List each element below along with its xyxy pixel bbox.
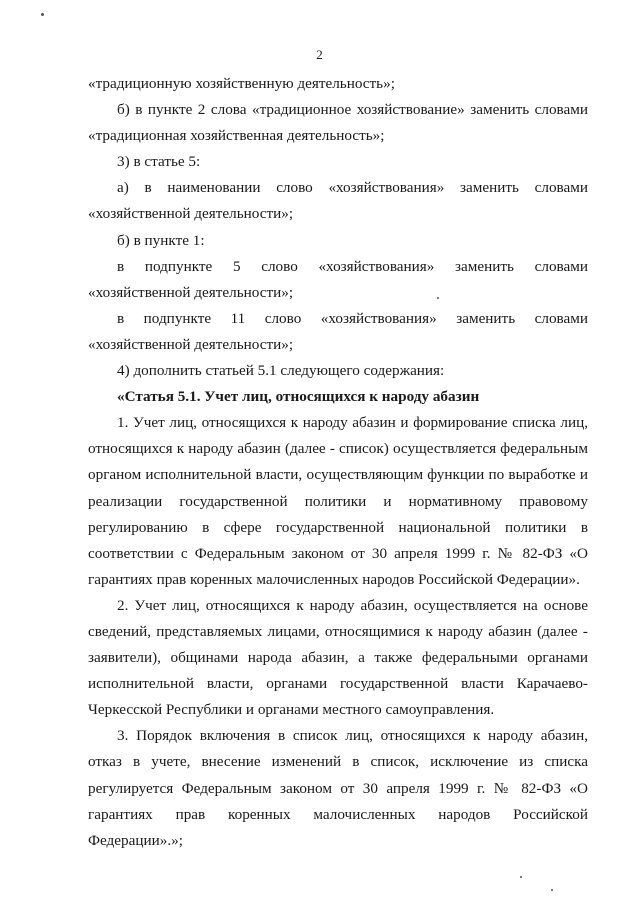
paragraph-item-b-point-1: б) в пункте 1:	[117, 231, 205, 249]
scan-speck	[520, 876, 522, 878]
page-number: 2	[316, 47, 323, 62]
scan-speck	[551, 889, 553, 891]
paragraph-item-a-title: а) в наименовании слово «хозяйствования» заменить словами «хозяйственной деятельности»;	[88, 179, 588, 223]
paragraph-subpoint-11: в подпункте 11 слово «хозяйствования» заменить словами «хозяйственной деятельности»;	[88, 309, 588, 353]
paragraph-continuation: «традиционную хозяйственную деятельность»;	[88, 75, 395, 92]
article-clause-1: 1. Учет лиц, относящихся к народу абазин и формирование списка лиц, относящихся к народу абазин (далее - список) осуществляется федеральным органом исполнительной власти, осуществляющим функции по выработке и реализации государственной политики и нормативному правовому регулированию в сфере государственной национальной политики в соответствии с Федеральным законом от 30 апреля 1999 г. № 82-ФЗ «О гарантиях прав коренных малочисленных народов Российской Федерации».	[88, 414, 588, 588]
document-body	[88, 71, 588, 854]
article-clause-3: 3. Порядок включения в список лиц, относящихся к народу абазин, отказ в учете, внесение изменений в список, исключение из списка регулируется Федеральным законом от 30 апреля 1999 г. № 82-ФЗ «О гарантиях прав коренных малочисленных народов Российской Федерации».»;	[88, 727, 588, 849]
paragraph-item-4-add-article: 4) дополнить статьей 5.1 следующего содержания:	[117, 362, 445, 380]
article-heading: «Статья 5.1. Учет лиц, относящихся к народу абазин	[117, 388, 480, 406]
paragraph-item-3-article-5: 3) в статье 5:	[117, 153, 201, 171]
paragraph-subpoint-5: в подпункте 5 слово «хозяйствования» заменить словами «хозяйственной деятельности»;	[88, 257, 588, 301]
scan-speck	[41, 13, 44, 16]
article-clause-2: 2. Учет лиц, относящихся к народу абазин, осуществляется на основе сведений, представляемых лицами, относящимися к народу абазин (далее - заявители), общинами народа абазин, а также федеральными органами исполнительной власти, органами государственной власти Карачаево-Черкесской Республики и органами местного самоуправления.	[88, 596, 588, 719]
paragraph-item-b-point-2: б) в пункте 2 слова «традиционное хозяйствование» заменить словами «традиционная хозяйственная деятельность»;	[88, 101, 588, 145]
